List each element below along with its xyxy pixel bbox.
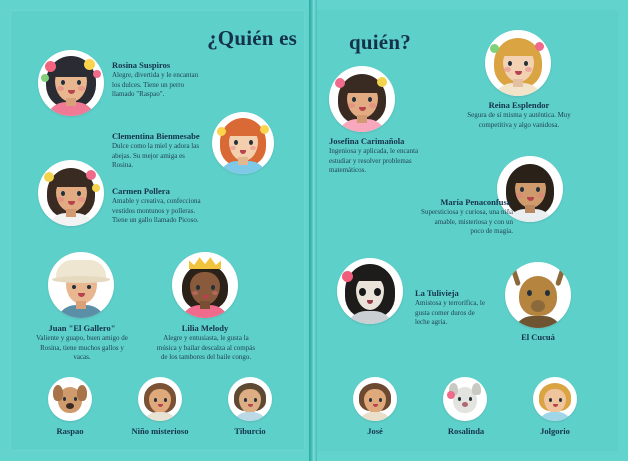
avatar-art: [48, 377, 92, 421]
char-desc-rosina-suspiros: Alegre, divertida y le encantan los dulces. Tiene un perro llamado "Raspao".: [112, 71, 199, 98]
avatar-juan-el-gallero: [48, 252, 114, 318]
char-desc-juan-el-gallero: Valiente y guapo, buen amigo de Rosina, tiene muchos gallos y vacas.: [36, 334, 128, 361]
char-name-clementina-bienmesabe: Clementina Bienmesabe: [112, 131, 200, 141]
avatar-la-tulivieja: [337, 258, 403, 324]
char-desc-josefina-carimanola: Ingeniosa y aplicada, le encanta estudiar y resolver problemas matemáticos.: [329, 147, 419, 174]
char-name-josefina-carimanola: Josefina Carimañola: [329, 136, 405, 146]
avatar-raspao: [48, 377, 92, 421]
caption-raspao: Raspao: [56, 426, 84, 436]
char-desc-lilia-melody: Alegre y entusiasta, le gusta la música y bailar descalza al compás de los tambores del baile congo.: [156, 334, 256, 361]
char-desc-carmen-pollera: Amable y creativa, confecciona vestidos montunos y polleras. Tiene un gallo llamado Picoso.: [112, 197, 201, 224]
avatar-rosalinda: [443, 377, 487, 421]
caption-jolgorio: Jolgorio: [540, 426, 570, 436]
avatar-art: [533, 377, 577, 421]
avatar-art: [505, 262, 571, 328]
right-page: [311, 0, 628, 461]
caption-tiburcio: Tiburcio: [234, 426, 266, 436]
avatar-lilia-melody: [172, 252, 238, 318]
avatar-art: [38, 50, 104, 116]
avatar-nino-misterioso: [138, 377, 182, 421]
book-gutter: [309, 0, 317, 461]
char-name-carmen-pollera: Carmen Pollera: [112, 186, 170, 196]
avatar-art: [485, 30, 551, 96]
avatar-art: [172, 252, 238, 318]
avatar-josefina-carimanola: [329, 66, 395, 132]
char-desc-la-tulivieja: Amistosa y terrorífica, le gusta comer duros de leche agria.: [415, 299, 485, 326]
avatar-clementina-bienmesabe: [212, 112, 274, 174]
char-desc-maria-penaconfusa: Supersticiosa y curiosa, una niña amable, misteriosa y con un poco de magia.: [421, 208, 513, 235]
char-name-la-tulivieja: La Tulivieja: [415, 288, 459, 298]
page-title-right: quién?: [349, 30, 411, 54]
avatar-carmen-pollera: [38, 160, 104, 226]
char-name-el-cucua: El Cucuá: [521, 332, 555, 342]
avatar-art: [443, 377, 487, 421]
avatar-art: [353, 377, 397, 421]
avatar-art: [138, 377, 182, 421]
avatar-art: [337, 258, 403, 324]
avatar-art: [228, 377, 272, 421]
left-page: [0, 0, 311, 461]
avatar-art: [38, 160, 104, 226]
avatar-art: [329, 66, 395, 132]
char-name-juan-el-gallero: Juan "El Gallero": [48, 323, 116, 333]
char-name-maria-penaconfusa: María Penaconfusa: [440, 197, 511, 207]
caption-rosalinda: Rosalinda: [447, 426, 485, 436]
char-name-reina-esplendor: Reina Esplendor: [488, 100, 550, 110]
avatar-reina-esplendor: [485, 30, 551, 96]
char-name-rosina-suspiros: Rosina Suspiros: [112, 60, 171, 70]
avatar-el-cucua: [505, 262, 571, 328]
avatar-rosina-suspiros: [38, 50, 104, 116]
avatar-jolgorio: [533, 377, 577, 421]
char-name-lilia-melody: Lilia Melody: [181, 323, 229, 333]
char-desc-reina-esplendor: Segura de sí misma y auténtica. Muy competitiva y algo vanidosa.: [467, 111, 571, 129]
avatar-art: [48, 252, 114, 318]
avatar-art: [212, 112, 274, 174]
caption-jose: José: [367, 426, 383, 436]
char-desc-clementina-bienmesabe: Dulce como la miel y adora las abejas. Su mejor amiga es Rosina.: [112, 142, 200, 169]
avatar-tiburcio: [228, 377, 272, 421]
caption-nino-misterioso: Niño misterioso: [131, 426, 189, 436]
avatar-jose: [353, 377, 397, 421]
page-title-left: ¿Quién es: [207, 26, 297, 50]
